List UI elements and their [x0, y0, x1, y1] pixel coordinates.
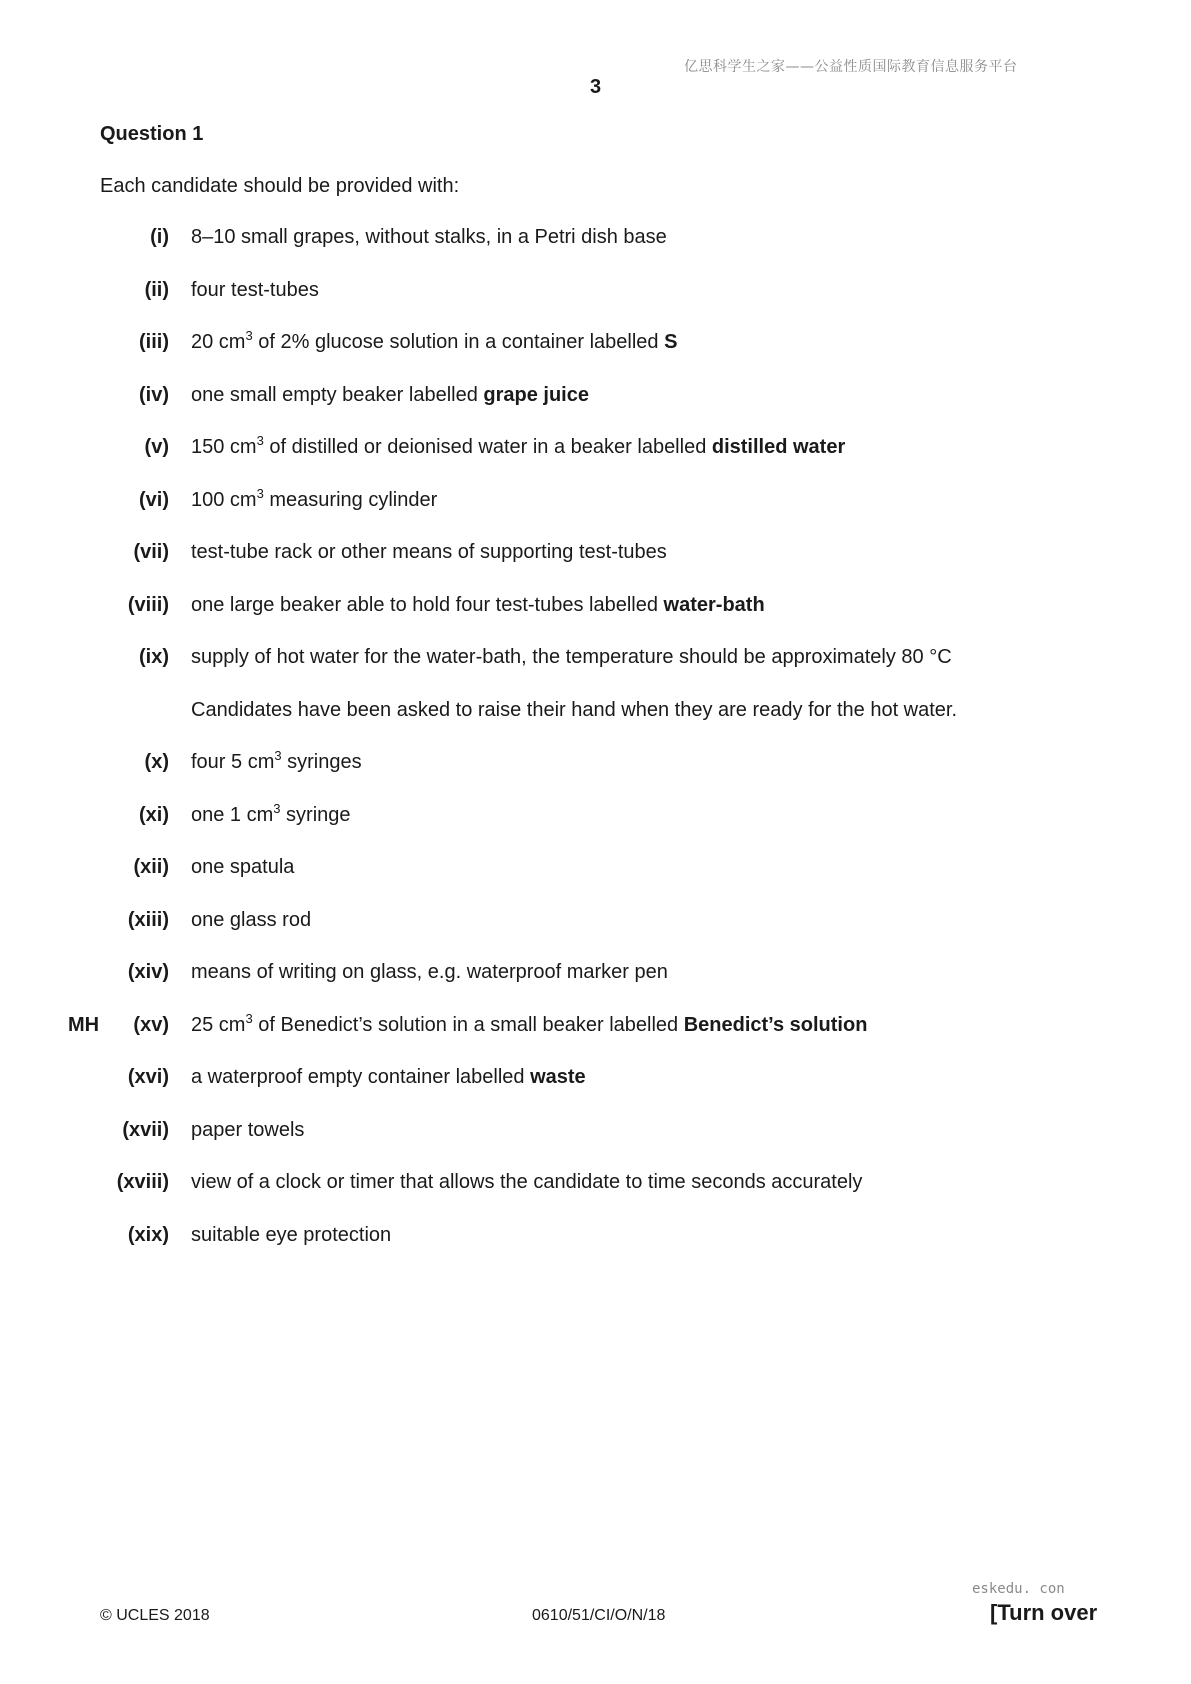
item-text: Candidates have been asked to raise their hand when they are ready for the hot water.	[191, 698, 958, 721]
item-text: suitable eye protection	[191, 1223, 392, 1246]
list-item	[0, 593, 1191, 646]
item-text: 150 $cm^3$ of distilled or deionised water in a beaker labelled distilled water	[191, 433, 846, 458]
item-number: (xix)	[127, 1223, 169, 1246]
list-item	[0, 908, 1191, 961]
item-text: a waterproof empty container labelled waste	[191, 1066, 586, 1088]
list-item	[0, 855, 1191, 908]
item-text: 25 $cm^3$ of Benedict’s solution in a small beaker labelled Benedict’s solution	[191, 1010, 868, 1036]
list-item	[0, 960, 1191, 1013]
item-number: (vi)	[139, 488, 169, 511]
item-number: (x)	[144, 751, 169, 773]
copyright-text: © UCLES 2018	[100, 1607, 210, 1624]
list-item	[0, 800, 1191, 856]
item-text: supply of hot water for the water-bath, the temperature should be approximately 80 °C	[191, 646, 952, 668]
list-item	[0, 698, 1191, 751]
item-text: paper towels	[191, 1118, 305, 1141]
list-item	[0, 1010, 1191, 1066]
item-text: 8–10 small grapes, without stalks, in a Petri dish base	[191, 226, 667, 248]
item-text: view of a clock or timer that allows the candidate to time seconds accurately	[191, 1171, 863, 1193]
item-number: (vii)	[133, 541, 169, 563]
list-item	[0, 383, 1191, 436]
list-item	[0, 435, 1191, 488]
item-text: 20 $cm^3$ of 2% glucose solution in a container labelled S	[191, 328, 678, 353]
list-item	[0, 278, 1191, 331]
question-heading: Question 1	[100, 123, 204, 145]
item-text: four 5 $cm^3$ syringes	[191, 748, 362, 773]
item-text: one large beaker able to hold four test-tubes labelled water-bath	[191, 593, 765, 616]
item-number: (xvii)	[122, 1118, 169, 1141]
question-intro: Each candidate should be provided with:	[100, 175, 460, 197]
item-number: (viii)	[127, 593, 169, 616]
item-number: (v)	[144, 436, 169, 458]
turn-over-label: [Turn over	[990, 1600, 1098, 1625]
item-text: test-tube rack or other means of supporting test-tubes	[191, 541, 667, 563]
list-item	[0, 540, 1191, 593]
item-number: (xv)	[133, 1013, 169, 1036]
item-number: (xvi)	[127, 1066, 169, 1088]
item-mark: MH	[68, 1013, 100, 1036]
item-number: (i)	[150, 226, 169, 248]
list-item	[0, 645, 1191, 698]
item-number: (xi)	[139, 803, 169, 826]
item-text: one glass rod	[191, 908, 312, 931]
item-number: (iv)	[139, 383, 169, 406]
item-text: one small empty beaker labelled grape juice	[191, 383, 589, 406]
paper-code: 0610/51/CI/O/N/18	[532, 1607, 666, 1624]
watermark-text: 亿思科学生之家——公益性质国际教育信息服务平台	[684, 59, 1018, 75]
list-item	[0, 485, 1191, 541]
item-number: (xiv)	[127, 961, 169, 983]
page-number: 3	[589, 76, 602, 98]
item-number: (iii)	[139, 331, 169, 353]
item-number: (ix)	[139, 646, 169, 668]
item-number: (xii)	[133, 856, 169, 878]
item-number: (xviii)	[116, 1171, 169, 1193]
item-text: 100 $cm^3$ measuring cylinder	[191, 485, 438, 511]
item-text: four test-tubes	[191, 278, 319, 301]
list-item	[0, 225, 1191, 278]
materials-list	[0, 225, 1191, 1275]
list-item	[0, 1065, 1191, 1118]
item-number: (ii)	[144, 278, 169, 301]
list-item	[0, 1223, 1191, 1276]
list-item	[0, 1170, 1191, 1223]
list-item	[0, 750, 1191, 803]
list-item	[0, 330, 1191, 383]
item-text: one spatula	[191, 856, 295, 878]
item-text: one 1 $cm^3$ syringe	[191, 800, 351, 826]
item-text: means of writing on glass, e.g. waterproof marker pen	[191, 961, 668, 983]
watermark-domain: eskedu. con	[972, 1581, 1065, 1597]
item-number: (xiii)	[127, 908, 169, 931]
list-item	[0, 1118, 1191, 1171]
